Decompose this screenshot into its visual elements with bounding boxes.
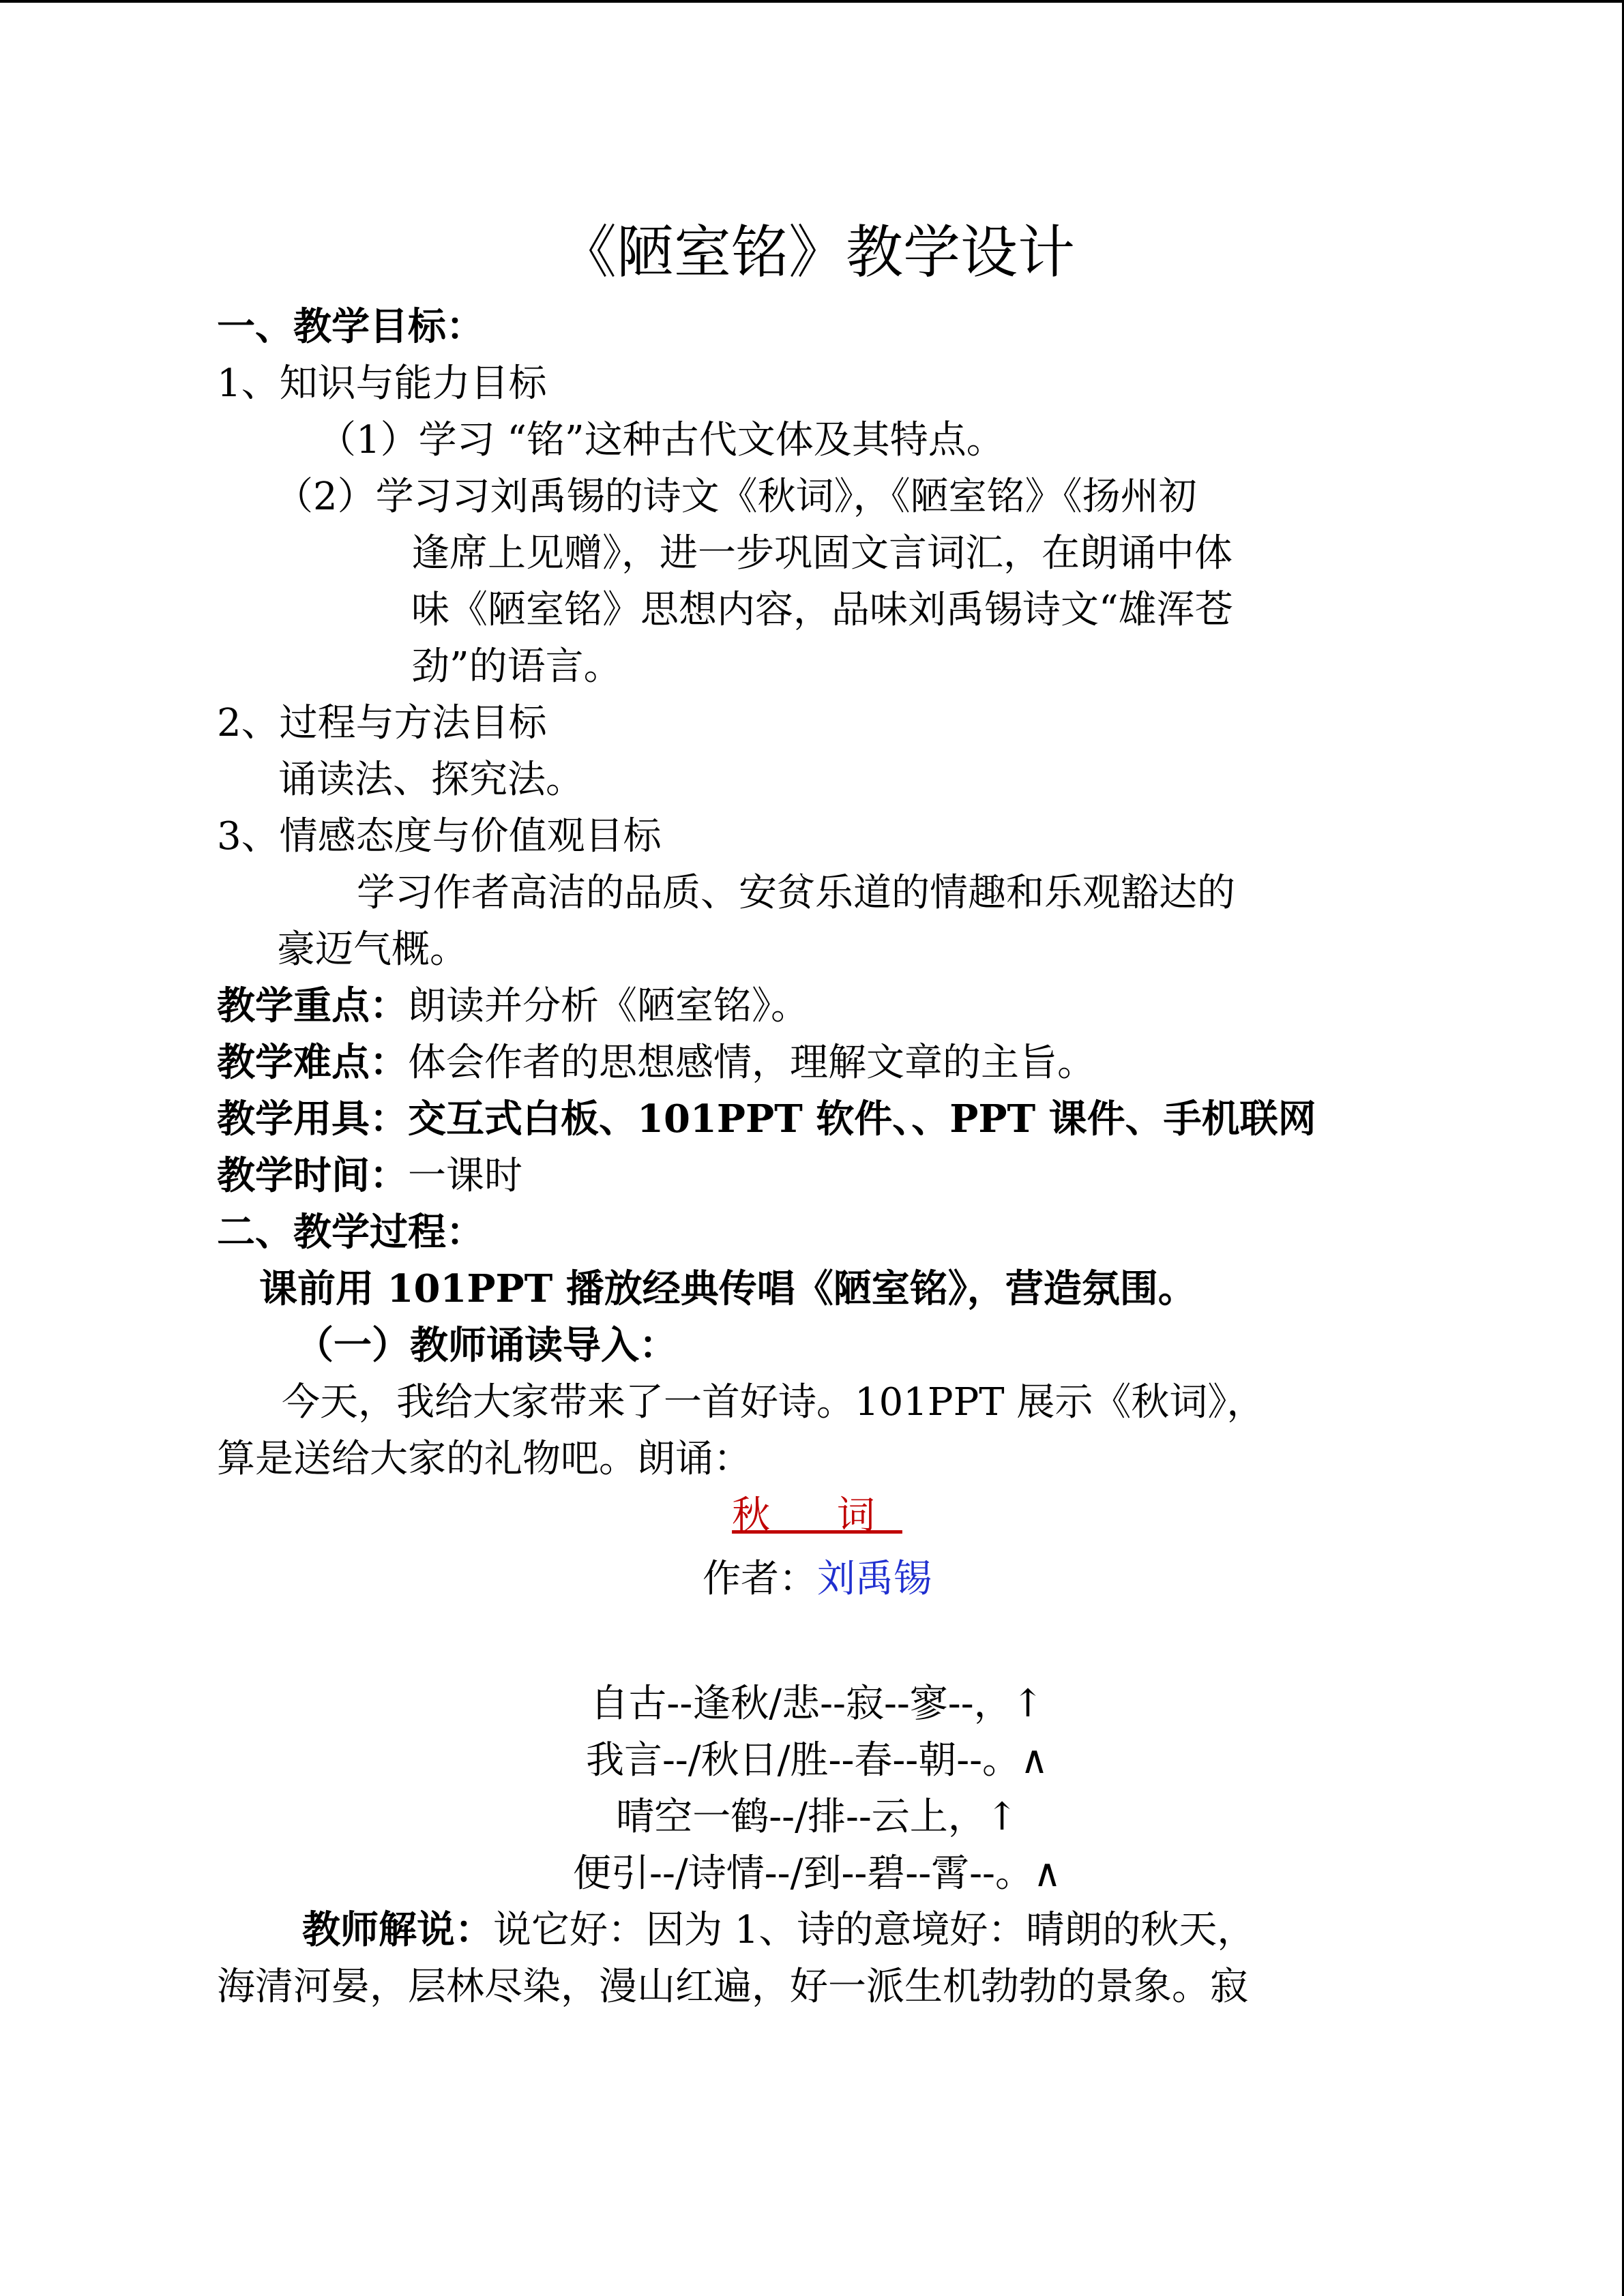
poem-title-row	[217, 1487, 1417, 1544]
explanation-text-1: 说它好：因为 1、诗的意境好：晴朗的秋天，	[493, 1908, 1256, 1952]
document-body	[217, 211, 1417, 2015]
teaching-tools-label: 教学用具：	[217, 1097, 408, 1142]
section2-heading: 二、教学过程：	[217, 1210, 484, 1255]
teaching-difficulty-value: 体会作者的思想感情，理解文章的主旨。	[408, 1041, 1095, 1085]
poem-spacer	[217, 1607, 1417, 1662]
objective-1-sub2-line4: 劲”的语言。	[411, 644, 622, 689]
page-top-border	[0, 0, 1624, 3]
teaching-difficulty	[217, 1034, 1417, 1091]
pre-class-note: 课前用 101PPT 播放经典传唱《陋室铭》，营造氛围。	[259, 1266, 1196, 1311]
teaching-focus-value: 朗读并分析《陋室铭》。	[408, 984, 809, 1028]
teaching-time-value: 一课时	[408, 1154, 522, 1198]
objective-3: 3、情感态度与价值观目标	[217, 814, 662, 859]
poem-author-row	[217, 1551, 1417, 1607]
objective-3-body-line2: 豪迈气概。	[277, 927, 468, 972]
poem-line-2: 我言--/秋日/胜--春--朝--。∧	[585, 1738, 1049, 1783]
poem-line-1: 自古--逢秋/悲--寂--寥--，↑	[590, 1682, 1044, 1726]
objective-1-sub2-line2: 逢席上见赠》，进一步巩固文言词汇，在朗诵中体	[411, 531, 1232, 576]
teaching-focus	[217, 978, 1417, 1034]
objective-1: 1、知识与能力目标	[217, 361, 547, 406]
explanation-line1	[217, 1902, 1417, 1958]
part1-heading: （一）教师诵读导入：	[295, 1323, 677, 1368]
objective-3-body-line1: 学习作者高洁的品质、安贫乐道的情趣和乐观豁达的	[357, 871, 1235, 915]
teaching-tools-value: 交互式白板、101PPT 软件、、PPT 课件、手机联网	[408, 1097, 1316, 1142]
objective-1-sub2-line1: （2）学习习刘禹锡的诗文《秋词》，《陋室铭》《扬州初	[275, 475, 1197, 519]
objective-1-sub1: （1）学习 “铭”这种古代文体及其特点。	[318, 418, 1005, 462]
poem-title: 秋 词	[732, 1493, 902, 1538]
intro-line1: 今天，我给大家带来了一首好诗。101PPT 展示《秋词》，	[282, 1380, 1265, 1425]
explanation-label: 教师解说：	[302, 1907, 493, 1952]
poem-author-name: 刘禹锡	[817, 1557, 932, 1601]
teaching-tools	[217, 1091, 1417, 1148]
objective-2: 2、过程与方法目标	[217, 701, 547, 745]
poem-line-3: 晴空一鹤--/排--云上，↑	[616, 1795, 1018, 1839]
objective-2-body: 诵读法、探究法。	[278, 758, 584, 802]
teaching-focus-label: 教学重点：	[217, 983, 408, 1028]
teaching-time	[217, 1148, 1417, 1204]
teaching-difficulty-label: 教学难点：	[217, 1040, 408, 1085]
poem-line-4: 便引--/诗情--/到--碧--霄--。∧	[573, 1851, 1061, 1896]
poem-author-label: 作者：	[703, 1557, 817, 1601]
explanation-line2: 海清河晏，层林尽染，漫山红遍，好一派生机勃勃的景象。寂	[217, 1965, 1248, 2009]
objective-1-sub2-line3: 味《陋室铭》思想内容，品味刘禹锡诗文“雄浑苍	[411, 588, 1233, 632]
intro-line2: 算是送给大家的礼物吧。朗诵：	[217, 1437, 752, 1481]
section1-heading: 一、教学目标：	[217, 304, 484, 349]
teaching-time-label: 教学时间：	[217, 1153, 408, 1198]
document-title: 《陋室铭》教学设计	[559, 219, 1075, 286]
